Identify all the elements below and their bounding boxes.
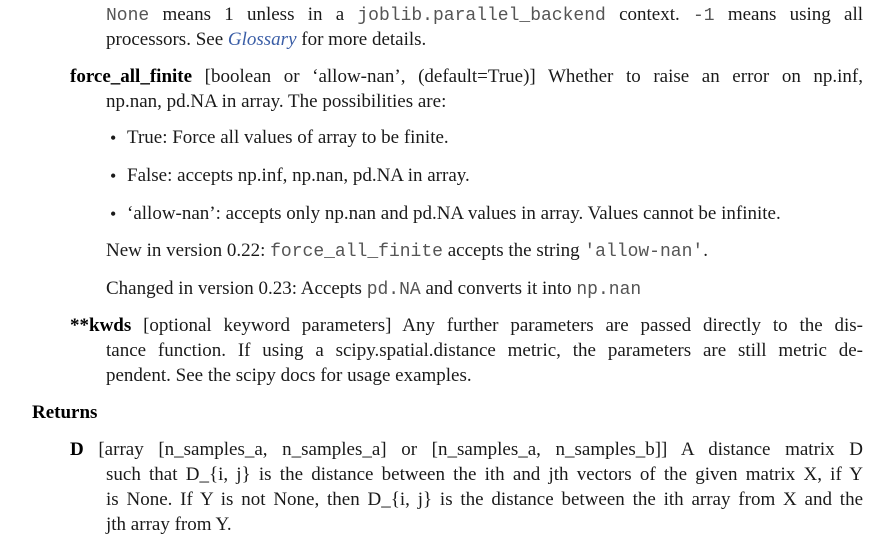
bullet-item-allow-nan: ‘allow-nan’: accepts only np.nan and pd.NA values in array. Values cannot be infinite. bbox=[127, 203, 781, 224]
code-np-nan: np.nan bbox=[576, 280, 642, 300]
force-all-finite-line-1: force_all_finite [boolean or ‘allow-nan’, (default=True)] Whether to raise an error on np.inf, bbox=[70, 66, 864, 87]
n-jobs-desc-line-1: None means 1 unless in a joblib.parallel_backend context. -1 means using all bbox=[106, 4, 863, 26]
kwds-line-2: tance function. If using a scipy.spatial.distance metric, the parameters are still metric de- bbox=[106, 340, 863, 361]
returns-line-1: D [array [n_samples_a, n_samples_a] or [n_samples_a, n_samples_b]] A distance matrix D bbox=[70, 439, 864, 460]
n-jobs-desc-line-2: processors. See Glossary for more details. bbox=[106, 29, 427, 50]
code-minus-one: -1 bbox=[692, 6, 715, 26]
code-pd-na: pd.NA bbox=[366, 280, 421, 300]
bullet-item-false: False: accepts np.inf, np.nan, pd.NA in array. bbox=[127, 165, 470, 186]
bullet-item-true: True: Force all values of array to be finite. bbox=[127, 127, 449, 148]
return-name-d: D bbox=[70, 439, 84, 460]
kwds-line-3: pendent. See the scipy docs for usage examples. bbox=[106, 365, 472, 386]
code-force-all-finite: force_all_finite bbox=[270, 242, 443, 262]
kwds-line-1: **kwds [optional keyword parameters] Any further parameters are passed directly to the dis- bbox=[70, 315, 863, 336]
force-all-finite-line-2: np.nan, pd.NA in array. The possibilities are: bbox=[106, 91, 447, 112]
glossary-link[interactable]: Glossary bbox=[227, 29, 297, 50]
code-joblib-parallel-backend: joblib.parallel_backend bbox=[357, 6, 606, 26]
version-changed-note: Changed in version 0.23: Accepts pd.NA and converts it into np.nan bbox=[106, 278, 642, 300]
param-name-force-all-finite: force_all_finite bbox=[70, 66, 193, 87]
bullet-dot: • bbox=[110, 128, 117, 148]
version-added-note: New in version 0.22: force_all_finite accepts the string 'allow-nan'. bbox=[106, 240, 708, 262]
param-name-kwds: **kwds bbox=[70, 315, 132, 336]
code-none: None bbox=[106, 6, 150, 26]
code-allow-nan: 'allow-nan' bbox=[584, 242, 704, 262]
returns-line-2: such that D_{i, j} is the distance between the ith and jth vectors of the given matrix X, if Y bbox=[106, 464, 863, 485]
bullet-dot: • bbox=[110, 166, 117, 186]
bullet-dot: • bbox=[110, 204, 117, 224]
returns-line-3: is None. If Y is not None, then D_{i, j} is the distance between the ith array from X and the bbox=[106, 489, 863, 510]
returns-heading: Returns bbox=[32, 402, 98, 423]
returns-line-4: jth array from Y. bbox=[106, 514, 232, 535]
